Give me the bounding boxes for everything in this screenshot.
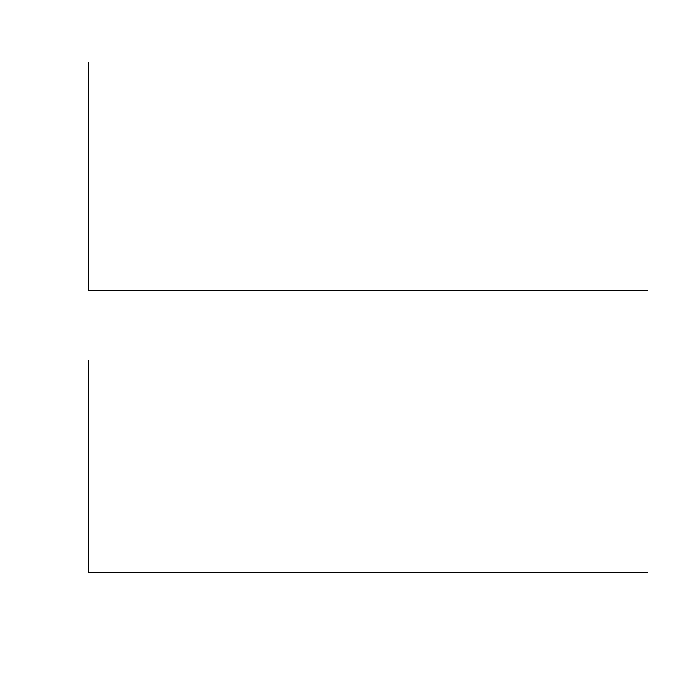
management-plot-area — [88, 62, 648, 290]
management-chart-panel — [0, 0, 696, 340]
internet-newspaper-chart-panel — [0, 340, 696, 620]
internet-newspaper-plot-area — [88, 360, 648, 572]
management-line-series — [88, 62, 648, 290]
internet-newspaper-x-axis — [88, 572, 648, 573]
management-x-axis — [88, 290, 648, 291]
internet-newspaper-y-axis — [88, 360, 89, 572]
management-y-axis — [88, 62, 89, 290]
internet-newspaper-line-series — [88, 360, 648, 572]
